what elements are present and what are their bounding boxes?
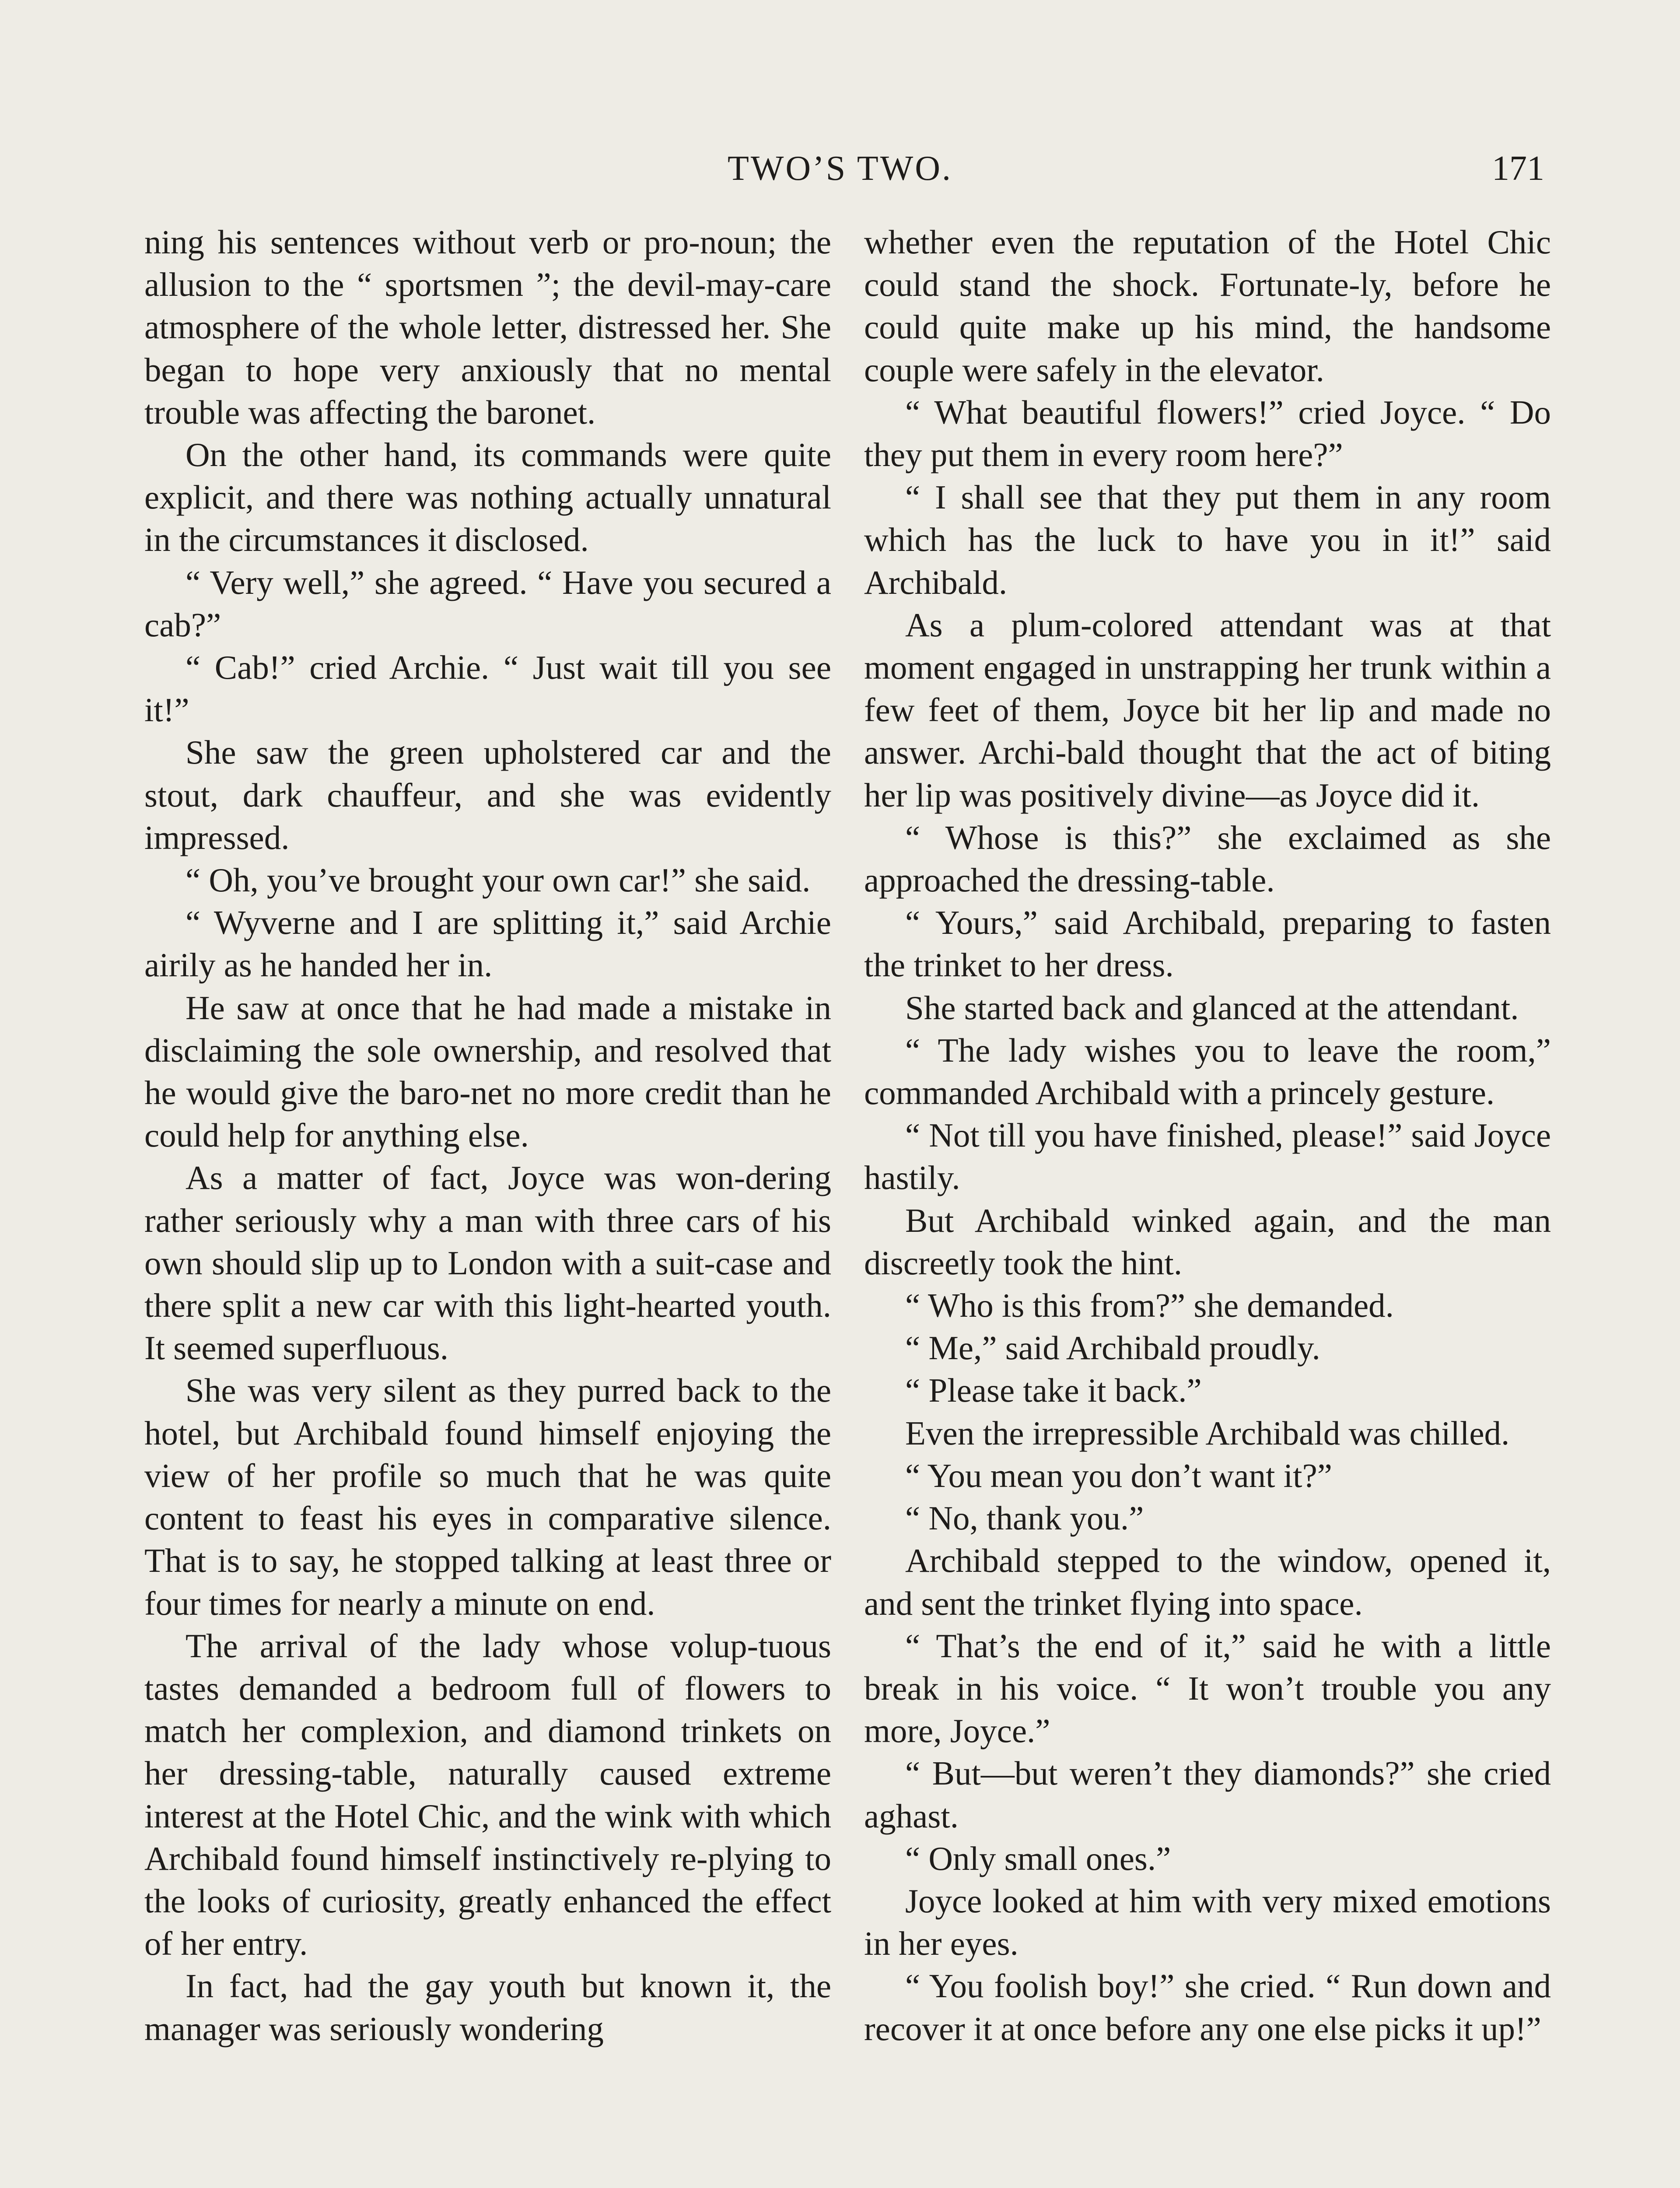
paragraph: “ Please take it back.” xyxy=(905,1371,1202,1410)
paragraph: Joyce looked at him with very mixed emotions in her eyes. xyxy=(864,1882,1551,1963)
paragraph: “ What beautiful flowers!” cried Joyce. “ Do they put them in every room here?” xyxy=(864,393,1551,474)
paragraph: As a matter of fact, Joyce was won-dering rather seriously why a man with three cars of his own should slip up to London with a suit-case and there split a new car with this light-hearted youth. It seemed superfluous. xyxy=(144,1159,831,1367)
paragraph: “ Not till you have finished, please!” said Joyce hastily. xyxy=(864,1116,1551,1197)
paragraph: “ Me,” said Archibald proudly. xyxy=(905,1329,1320,1367)
paragraph: Archibald stepped to the window, opened it, and sent the trinket flying into space. xyxy=(864,1542,1551,1622)
paragraph: She saw the green upholstered car and the stout, dark chauffeur, and she was evidently impressed. xyxy=(144,733,831,856)
paragraph: “ The lady wishes you to leave the room,” commanded Archibald with a princely gesture. xyxy=(864,1031,1551,1112)
paragraph: “ Very well,” she agreed. “ Have you secured a cab?” xyxy=(144,563,831,644)
paragraph: As a plum-colored attendant was at that moment engaged in unstrapping her trunk within a few feet of them, Joyce bit her lip and made no answer. Archi-bald thought that the act of biting her lip was positively divine—as Joyce did it. xyxy=(864,606,1551,814)
paragraph: “ You mean you don’t want it?” xyxy=(905,1456,1332,1494)
paragraph: The arrival of the lady whose volup-tuous tastes demanded a bedroom full of flowers to match her complexion, and diamond trinkets on her dressing-table, naturally caused extreme interest at the Hotel Chic, and the wink with which Archibald found himself instinctively re-plying to the looks of curiosity, greatly enhanced the effect of her entry. xyxy=(144,1627,831,1963)
paragraph: ning his sentences without verb or pro-noun; the allusion to the “ sportsmen ”; the devil-may-care atmosphere of the whole letter, distressed her. She began to hope very anxiously that no mental trouble was affecting the baronet. xyxy=(144,223,831,431)
paragraph: “ You foolish boy!” she cried. “ Run down and recover it at once before any one else picks it up!” xyxy=(864,1967,1551,2048)
right-text-column xyxy=(864,221,1551,2050)
page-header xyxy=(136,144,1544,193)
paragraph: “ Only small ones.” xyxy=(905,1839,1171,1877)
paragraph: But Archibald winked again, and the man discreetly took the hint. xyxy=(864,1201,1551,1282)
paragraph: “ Oh, you’ve brought your own car!” she said. xyxy=(186,861,811,899)
paragraph: “ But—but weren’t they diamonds?” she cried aghast. xyxy=(864,1754,1551,1835)
paragraph: “ I shall see that they put them in any room which has the luck to have you in it!” said Archibald. xyxy=(864,478,1551,601)
paragraph: She started back and glanced at the attendant. xyxy=(905,989,1519,1027)
paragraph: He saw at once that he had made a mistake in disclaiming the sole ownership, and resolved that he would give the baro-net no more credit than he could help for anything else. xyxy=(144,989,831,1154)
paragraph: “ Whose is this?” she exclaimed as she approached the dressing-table. xyxy=(864,818,1551,899)
page-number: 171 xyxy=(1492,149,1544,188)
paragraph: She was very silent as they purred back to the hotel, but Archibald found himself enjoying the view of her profile so much that he was quite content to feast his eyes in comparative silence. That is to say, he stopped talking at least three or four times for nearly a minute on end. xyxy=(144,1371,831,1622)
paragraph: On the other hand, its commands were quite explicit, and there was nothing actually unnatural in the circumstances it disclosed. xyxy=(144,436,831,559)
left-text-column xyxy=(144,221,831,2050)
paragraph: “ Wyverne and I are splitting it,” said Archie airily as he handed her in. xyxy=(144,904,831,984)
paragraph: In fact, had the gay youth but known it, the manager was seriously wondering xyxy=(144,1967,831,2048)
running-title: TWO’S TWO. xyxy=(728,149,952,188)
paragraph: “ That’s the end of it,” said he with a little break in his voice. “ It won’t trouble you any more, Joyce.” xyxy=(864,1627,1551,1750)
paragraph: whether even the reputation of the Hotel Chic could stand the shock. Fortunate-ly, before he could quite make up his mind, the handsome couple were safely in the elevator. xyxy=(864,223,1551,389)
paragraph: “ Yours,” said Archibald, preparing to fasten the trinket to her dress. xyxy=(864,904,1551,984)
paragraph: “ No, thank you.” xyxy=(905,1499,1144,1537)
paragraph: “ Cab!” cried Archie. “ Just wait till you see it!” xyxy=(144,649,831,729)
paragraph: Even the irrepressible Archibald was chilled. xyxy=(905,1414,1510,1452)
paragraph: “ Who is this from?” she demanded. xyxy=(905,1287,1394,1325)
